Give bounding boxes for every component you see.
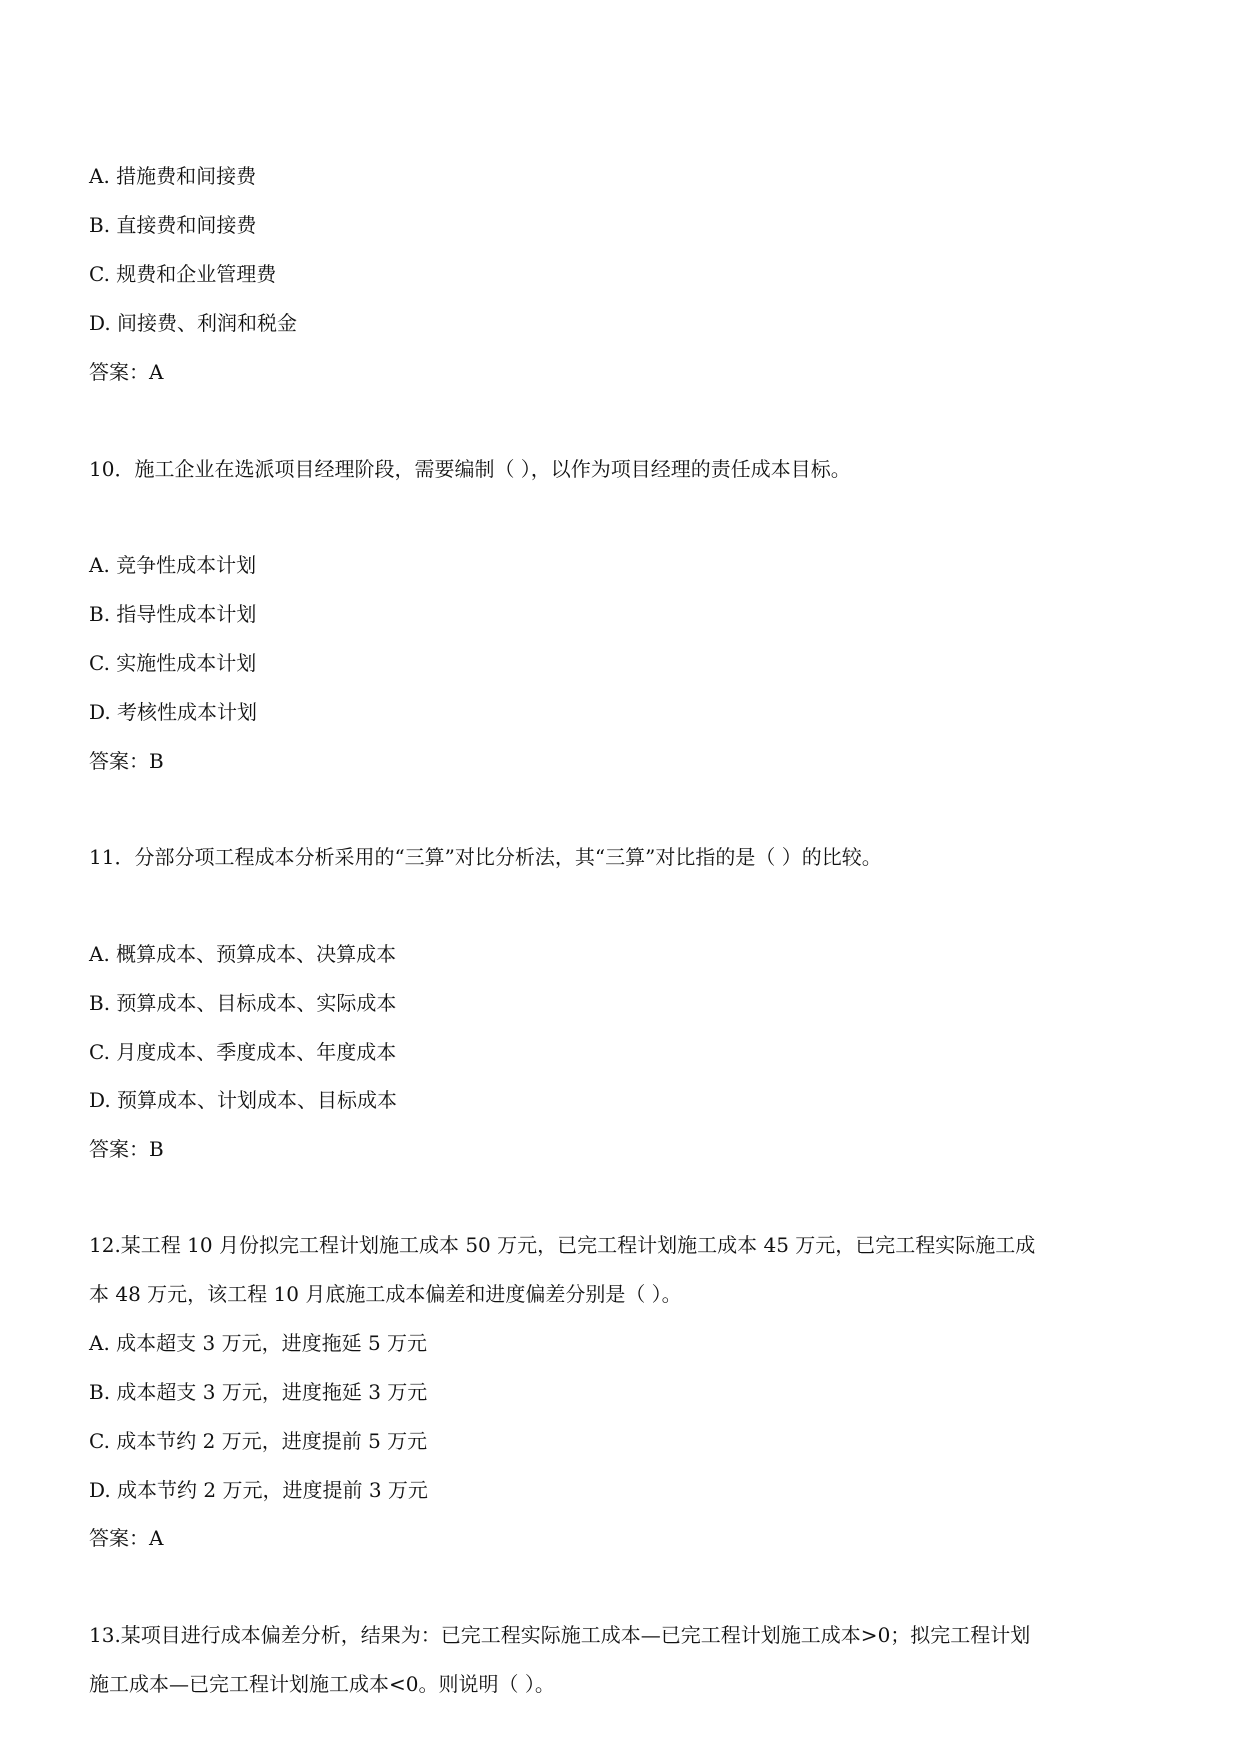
q10-stem: 10．施工企业在选派项目经理阶段，需要编制（ ），以作为项目经理的责任成本目标。 bbox=[89, 457, 851, 481]
q9-answer: 答案：A bbox=[89, 360, 164, 384]
q9-option-a: A. 措施费和间接费 bbox=[89, 164, 257, 188]
q10-option-b: B. 指导性成本计划 bbox=[89, 602, 257, 626]
q12-option-b: B. 成本超支 3 万元，进度拖延 3 万元 bbox=[89, 1380, 428, 1404]
q11-option-c: C. 月度成本、季度成本、年度成本 bbox=[89, 1040, 397, 1064]
q10-answer: 答案：B bbox=[89, 749, 164, 773]
q11-stem: 11．分部分项工程成本分析采用的“三算”对比分析法，其“三算”对比指的是（ ）的比较。 bbox=[89, 845, 882, 869]
q11-answer: 答案：B bbox=[89, 1137, 164, 1161]
q9-option-d: D. 间接费、利润和税金 bbox=[89, 311, 298, 335]
q9-option-c: C. 规费和企业管理费 bbox=[89, 262, 277, 286]
q10-option-d: D. 考核性成本计划 bbox=[89, 700, 258, 724]
q12-option-c: C. 成本节约 2 万元，进度提前 5 万元 bbox=[89, 1429, 428, 1453]
q13-stem-line-2: 施工成本—已完工程计划施工成本<0。则说明（ ）。 bbox=[89, 1672, 555, 1696]
q11-option-d: D. 预算成本、计划成本、目标成本 bbox=[89, 1088, 398, 1112]
q12-stem-line-2: 本 48 万元，该工程 10 月底施工成本偏差和进度偏差分别是（ ）。 bbox=[89, 1282, 682, 1306]
q10-option-c: C. 实施性成本计划 bbox=[89, 651, 257, 675]
q12-option-d: D. 成本节约 2 万元，进度提前 3 万元 bbox=[89, 1478, 428, 1502]
q11-option-a: A. 概算成本、预算成本、决算成本 bbox=[89, 942, 397, 966]
q13-stem-line-1: 13.某项目进行成本偏差分析，结果为：已完工程实际施工成本—已完工程计划施工成本>0；拟完工程计划 bbox=[89, 1623, 1031, 1647]
q12-answer: 答案：A bbox=[89, 1526, 164, 1550]
q10-option-a: A. 竞争性成本计划 bbox=[89, 553, 257, 577]
q9-option-b: B. 直接费和间接费 bbox=[89, 213, 257, 237]
q11-option-b: B. 预算成本、目标成本、实际成本 bbox=[89, 991, 397, 1015]
q12-stem-line-1: 12.某工程 10 月份拟完工程计划施工成本 50 万元，已完工程计划施工成本 45 万元，已完工程实际施工成 bbox=[89, 1233, 1036, 1257]
q12-option-a: A. 成本超支 3 万元，进度拖延 5 万元 bbox=[89, 1331, 428, 1355]
